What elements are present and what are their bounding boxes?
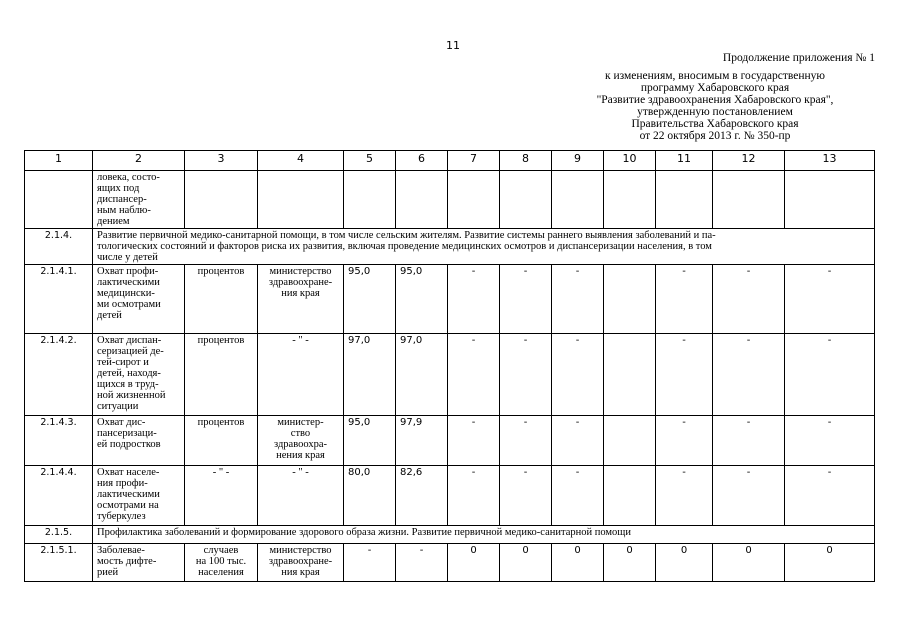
column-header: 11: [656, 151, 713, 171]
value-col8: -: [500, 466, 552, 526]
cell-empty: [185, 171, 258, 229]
cell-empty: [448, 171, 500, 229]
indicator-name: Охват диспан- серизацией де- тей-сирот и детей, находя- щихся в труд- ной жизненной ситуации: [93, 334, 185, 416]
cell-empty: [500, 171, 552, 229]
responsible-org: министерство здравоохране- ния края: [258, 265, 344, 334]
value-col9: 0: [552, 544, 604, 582]
value-col7: -: [448, 334, 500, 416]
indicator-name: Заболевае- мость дифте- рией: [93, 544, 185, 582]
value-col8: -: [500, 334, 552, 416]
column-header: 7: [448, 151, 500, 171]
value-col12: -: [713, 265, 785, 334]
cell-empty: [344, 171, 396, 229]
column-header: 5: [344, 151, 396, 171]
unit: - " -: [185, 466, 258, 526]
value-col13: -: [785, 265, 875, 334]
value-col12: 0: [713, 544, 785, 582]
cell-empty: [396, 171, 448, 229]
cell-empty: [258, 171, 344, 229]
unit: процентов: [185, 334, 258, 416]
row-number: 2.1.4.1.: [25, 265, 93, 334]
cell-empty: [656, 171, 713, 229]
section-title: Развитие первичной медико-санитарной помощи, в том числе сельским жителям. Развитие системы раннего выявления заболеваний и па- тологических состояний и факторов риска их развития, включая проведение медицинских осмотров и диспансеризации населения, в том числе у детей: [93, 229, 875, 265]
responsible-org: - " -: [258, 466, 344, 526]
indicator-name: Охват дис- пансеризаци- ей подростков: [93, 416, 185, 466]
value-col9: -: [552, 416, 604, 466]
value-col12: -: [713, 466, 785, 526]
section-row: [25, 229, 875, 265]
value-col13: -: [785, 334, 875, 416]
value-col9: -: [552, 334, 604, 416]
column-header: 1: [25, 151, 93, 171]
value-col10: [604, 466, 656, 526]
value-col9: -: [552, 265, 604, 334]
column-header: 12: [713, 151, 785, 171]
value-col6: 82,6: [396, 466, 448, 526]
section-number: 2.1.5.: [25, 526, 93, 544]
value-col11: -: [656, 265, 713, 334]
indicators-table: [24, 150, 875, 582]
column-header: 3: [185, 151, 258, 171]
value-col11: -: [656, 334, 713, 416]
value-col7: -: [448, 416, 500, 466]
responsible-org: - " -: [258, 334, 344, 416]
appendix-title: Продолжение приложения № 1: [722, 52, 875, 64]
value-col5: 95,0: [344, 265, 396, 334]
value-col7: -: [448, 466, 500, 526]
cell-empty: [604, 171, 656, 229]
value-col8: 0: [500, 544, 552, 582]
value-col7: 0: [448, 544, 500, 582]
appendix-line: к изменениям, вносимым в государственную: [605, 70, 825, 82]
appendix-header: [535, 52, 875, 142]
unit: процентов: [185, 265, 258, 334]
appendix-line: программу Хабаровского края: [640, 82, 790, 94]
value-col10: [604, 416, 656, 466]
value-col5: -: [344, 544, 396, 582]
unit: процентов: [185, 416, 258, 466]
value-col11: -: [656, 466, 713, 526]
cell-empty: [25, 171, 93, 229]
value-col13: -: [785, 466, 875, 526]
unit: случаев на 100 тыс. населения: [185, 544, 258, 582]
row-number: 2.1.4.3.: [25, 416, 93, 466]
section-title: Профилактика заболеваний и формирование здорового образа жизни. Развитие первичной медико-санитарной помощи: [93, 526, 875, 544]
appendix-line: Правительства Хабаровского края: [631, 118, 799, 130]
value-col13: -: [785, 416, 875, 466]
value-col5: 95,0: [344, 416, 396, 466]
value-col8: -: [500, 416, 552, 466]
table-row: [25, 544, 875, 582]
value-col5: 97,0: [344, 334, 396, 416]
value-col11: -: [656, 416, 713, 466]
value-col5: 80,0: [344, 466, 396, 526]
indicator-name: ловека, состо- ящих под диспансер- ным наблю- дением: [93, 171, 185, 229]
column-header: 9: [552, 151, 604, 171]
value-col6: 95,0: [396, 265, 448, 334]
value-col9: -: [552, 466, 604, 526]
value-col10: [604, 334, 656, 416]
value-col10: [604, 265, 656, 334]
column-header: 13: [785, 151, 875, 171]
cell-empty: [552, 171, 604, 229]
value-col12: -: [713, 334, 785, 416]
value-col6: 97,0: [396, 334, 448, 416]
section-row: [25, 526, 875, 544]
appendix-line: "Развитие здравоохранения Хабаровского края",: [596, 94, 834, 106]
table-row: [25, 171, 875, 229]
table-row: [25, 466, 875, 526]
table-row: [25, 265, 875, 334]
appendix-line: от 22 октября 2013 г. № 350-пр: [639, 130, 791, 142]
value-col12: -: [713, 416, 785, 466]
value-col6: -: [396, 544, 448, 582]
row-number: 2.1.4.2.: [25, 334, 93, 416]
cell-empty: [785, 171, 875, 229]
value-col11: 0: [656, 544, 713, 582]
section-number: 2.1.4.: [25, 229, 93, 265]
value-col8: -: [500, 265, 552, 334]
value-col7: -: [448, 265, 500, 334]
row-number: 2.1.4.4.: [25, 466, 93, 526]
column-header: 2: [93, 151, 185, 171]
column-header: 8: [500, 151, 552, 171]
appendix-line: утвержденную постановлением: [637, 106, 793, 118]
responsible-org: министер- ство здравоохра- нения края: [258, 416, 344, 466]
responsible-org: министерство здравоохране- ния края: [258, 544, 344, 582]
table-row: [25, 334, 875, 416]
value-col13: 0: [785, 544, 875, 582]
column-header: 4: [258, 151, 344, 171]
indicator-name: Охват профи- лактическими медицински- ми осмотрами детей: [93, 265, 185, 334]
page-number: 11: [446, 39, 460, 52]
value-col10: 0: [604, 544, 656, 582]
column-header: 10: [604, 151, 656, 171]
cell-empty: [713, 171, 785, 229]
value-col6: 97,9: [396, 416, 448, 466]
row-number: 2.1.5.1.: [25, 544, 93, 582]
table-row: [25, 416, 875, 466]
indicator-name: Охват населе- ния профи- лактическими осмотрами на туберкулез: [93, 466, 185, 526]
column-header: 6: [396, 151, 448, 171]
header-row: [25, 151, 875, 171]
